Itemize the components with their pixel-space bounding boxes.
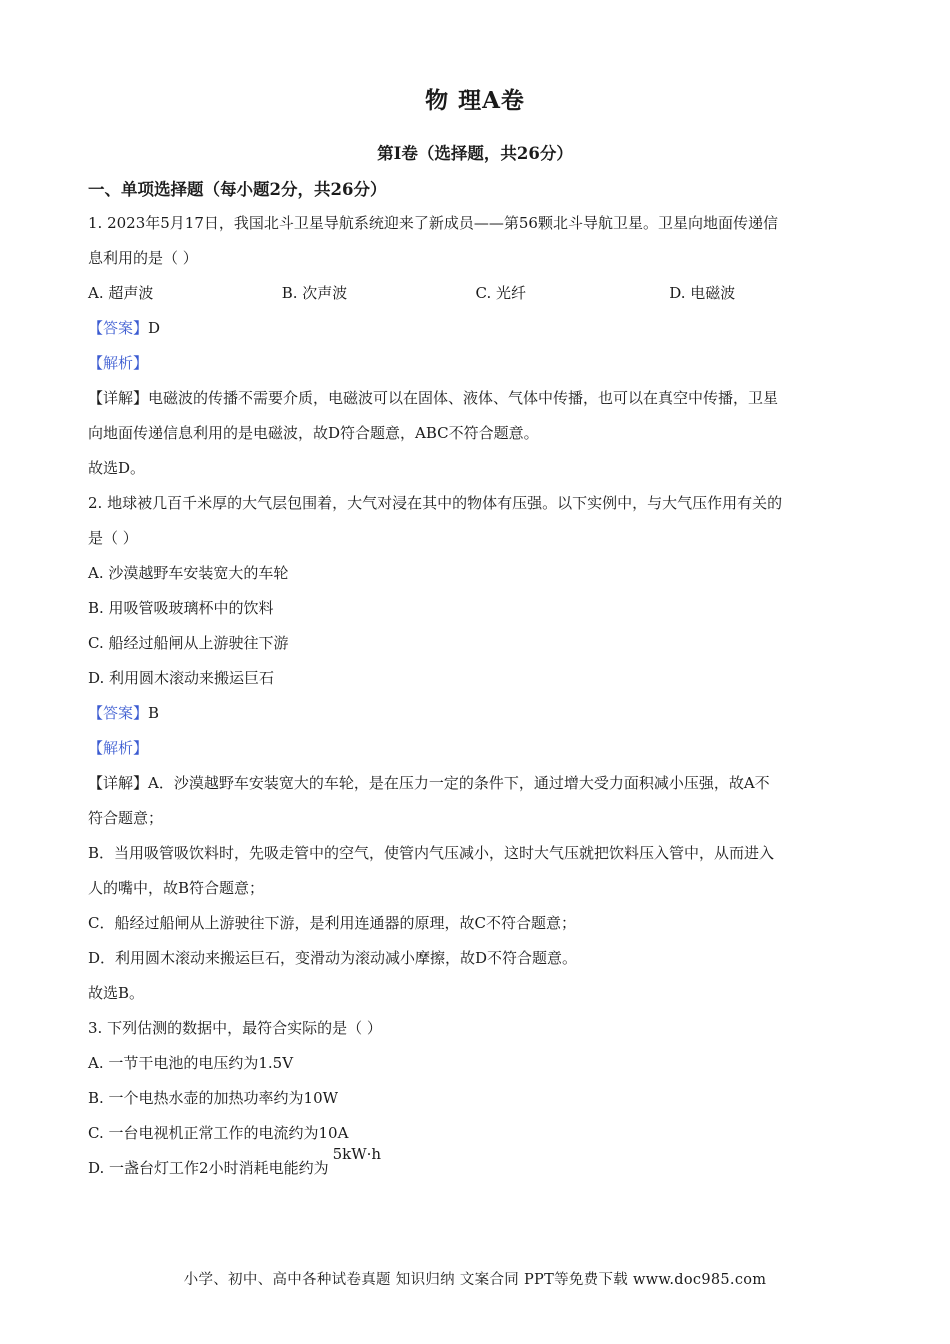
q2-option-d: D. 利用圆木滚动来搬运巨石 (88, 669, 275, 687)
q2-stem-line1: 2. 地球被几百千米厚的大气层包围着，大气对浸在其中的物体有压强。以下实例中，与大气压作用有关的 (88, 494, 783, 512)
q2-option-b: B. 用吸管吸玻璃杯中的饮料 (88, 599, 274, 617)
q2-stem-line2: 是（ ） (88, 529, 138, 547)
q3-option-b: B. 一个电热水壶的加热功率约为10W (88, 1089, 339, 1107)
detail-tag: 【详解】 (88, 774, 149, 792)
q1-stem-line1: 1. 2023年5月17日，我国北斗卫星导航系统迎来了新成员——第56颗北斗导航卫星。卫星向地面传递信 (88, 214, 778, 232)
q1-options (88, 276, 863, 311)
q2-detail-b-line1: B．当用吸管吸饮料时，先吸走管中的空气，使管内气压减小，这时大气压就把饮料压入管中，从而进入 (88, 844, 775, 862)
q1-option-b: B. 次声波 (281, 284, 348, 302)
analysis-tag: 【解析】 (88, 739, 149, 757)
q3-option-d (88, 1145, 863, 1186)
q1-option-c: C. 光纤 (475, 284, 526, 302)
q2-analysis (88, 731, 863, 766)
q2-detail-a-line1 (88, 766, 863, 801)
q2-detail-c: C．船经过船闸从上游驶往下游，是利用连通器的原理，故C不符合题意； (88, 914, 576, 932)
q1-option-d: D. 电磁波 (669, 284, 736, 302)
analysis-tag: 【解析】 (88, 354, 149, 372)
q3-option-d-text: D. 一盏台灯工作2小时消耗电能约为 (88, 1159, 329, 1177)
answer-tag: 【答案】 (88, 319, 149, 337)
q2-conclusion: 故选B。 (88, 984, 145, 1002)
q2-answer (88, 696, 863, 731)
q2-detail-d: D．利用圆木滚动来搬运巨石，变滑动为滚动减小摩擦，故D不符合题意。 (88, 949, 578, 967)
part-heading: 第Ⅰ卷（选择题，共26分） (377, 144, 573, 163)
detail-tag: 【详解】 (88, 389, 149, 407)
q3-option-c: C. 一台电视机正常工作的电流约为10A (88, 1124, 349, 1142)
q1-answer (88, 311, 863, 346)
q1-detail-line2: 向地面传递信息利用的是电磁波，故D符合题意，ABC不符合题意。 (88, 424, 539, 442)
answer-tag: 【答案】 (88, 704, 149, 722)
q2-detail-a-text1: A．沙漠越野车安装宽大的车轮，是在压力一定的条件下，通过增大受力面积减小压强，故A不 (148, 774, 770, 792)
q2-answer-value: B (148, 704, 160, 722)
q2-detail-a-line2: 符合题意； (88, 809, 164, 827)
q1-analysis (88, 346, 863, 381)
q3-option-a: A. 一节干电池的电压约为1.5V (88, 1054, 294, 1072)
q2-detail-b-line2: 人的嘴中，故B符合题意； (88, 879, 265, 897)
q1-option-a: A. 超声波 (88, 284, 154, 302)
q1-answer-value: D (148, 319, 161, 337)
q1-detail-text1: 电磁波的传播不需要介质，电磁波可以在固体、液体、气体中传播，也可以在真空中传播，卫星 (148, 389, 779, 407)
q1-stem-line2: 息利用的是（ ） (88, 249, 198, 267)
page-title: 物 理A卷 (425, 87, 525, 114)
q1-detail-line1 (88, 381, 863, 416)
q3-stem: 3. 下列估测的数据中，最符合实际的是（ ） (88, 1019, 382, 1037)
q2-option-c: C. 船经过船闸从上游驶往下游 (88, 634, 289, 652)
q3-option-d-formula: 5kW·h (332, 1145, 382, 1163)
q2-option-a: A. 沙漠越野车安装宽大的车轮 (88, 564, 289, 582)
q1-conclusion: 故选D。 (88, 459, 146, 477)
questions-body (88, 206, 863, 1186)
page-footer: 小学、初中、高中各种试卷真题 知识归纳 文案合同 PPT等免费下载 www.doc985.com (183, 1272, 767, 1288)
section-heading: 一、单项选择题（每小题2分，共26分） (88, 180, 387, 199)
